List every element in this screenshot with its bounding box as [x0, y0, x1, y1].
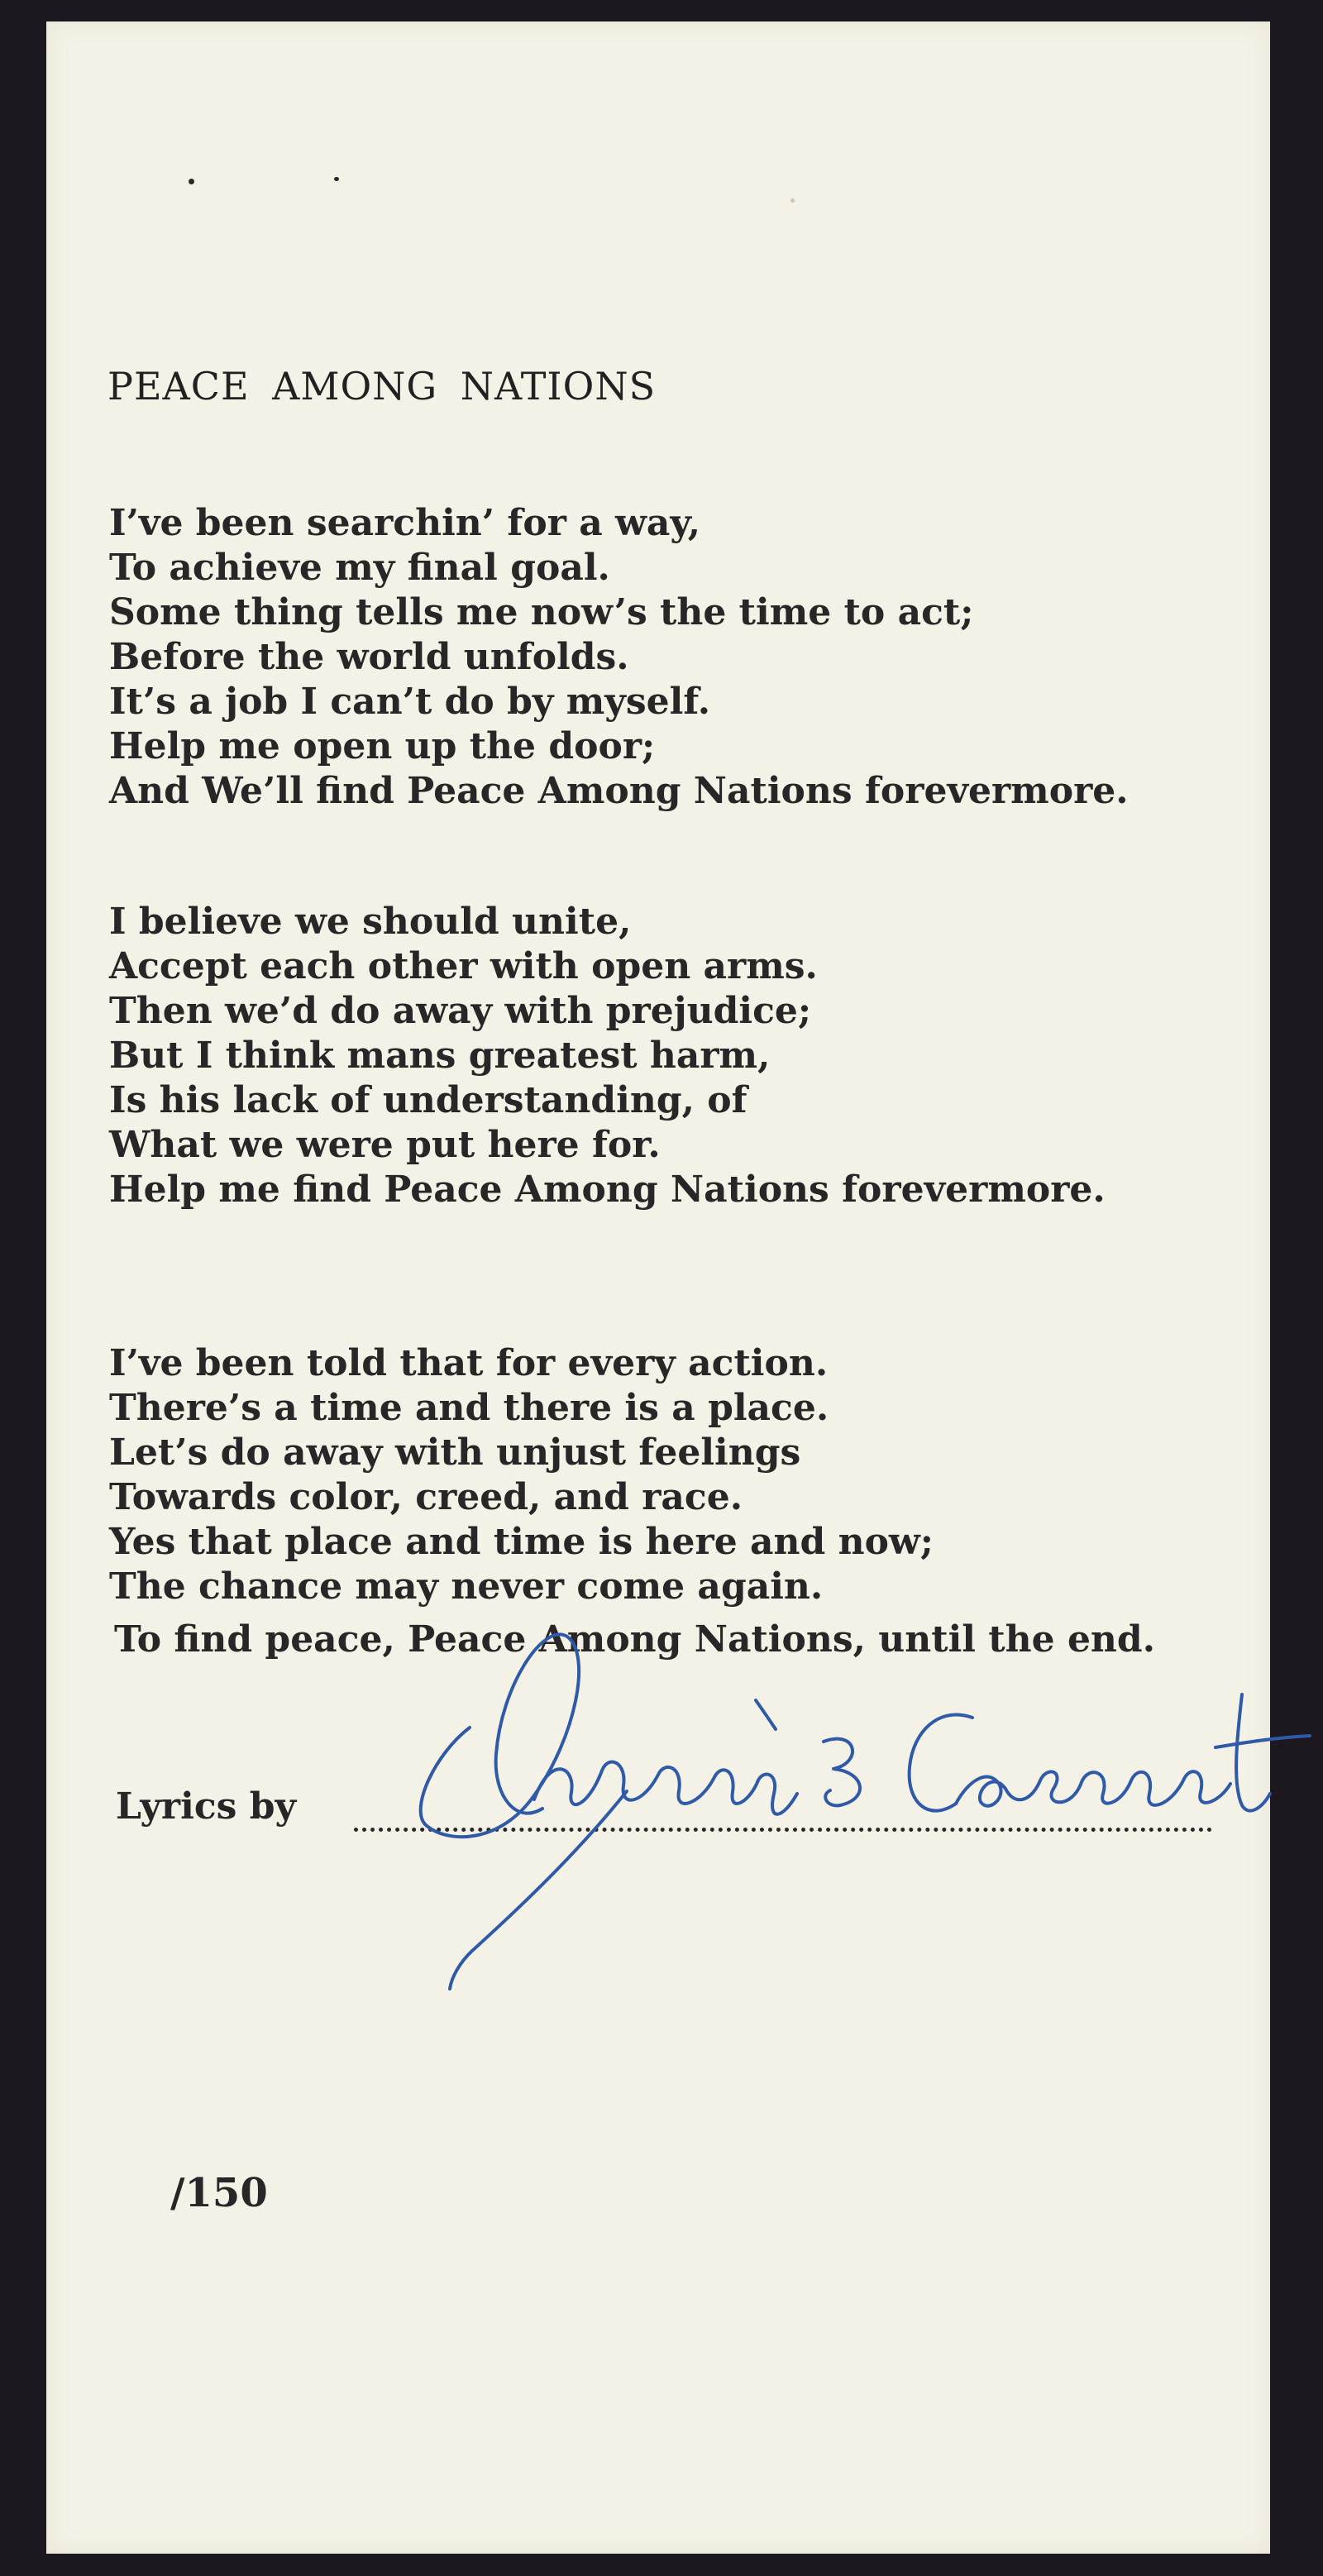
lyric-line: The chance may never come again. — [109, 1565, 824, 1608]
punch-mark — [189, 179, 194, 184]
handwritten-signature — [410, 1597, 1311, 2060]
lyric-line: To find peace, Peace Among Nations, until the end. — [114, 1618, 1156, 1661]
lyric-sheet — [46, 22, 1270, 2554]
lyric-line: Then we’d do away with prejudice; — [109, 990, 812, 1032]
stanza-2 — [109, 900, 1106, 1212]
lyric-line: But I think mans greatest harm, — [109, 1035, 771, 1077]
lyric-line: There’s a time and there is a place. — [109, 1387, 829, 1429]
lyric-line: Towards color, creed, and race. — [109, 1476, 743, 1518]
stanza-1 — [109, 501, 1129, 814]
lyric-line: It’s a job I can’t do by myself. — [109, 681, 711, 723]
lyric-line: Help me find Peace Among Nations forevermore. — [109, 1169, 1106, 1211]
lyric-line: Before the world unfolds. — [109, 636, 629, 678]
lyric-line: I’ve been searchin’ for a way, — [109, 502, 701, 544]
lyric-line: Is his lack of understanding, of — [109, 1079, 747, 1121]
lyrics-credit-label: Lyrics by — [116, 1785, 297, 1828]
lyric-line: Help me open up the door; — [109, 725, 656, 767]
lyric-line: Accept each other with open arms. — [109, 945, 818, 987]
paper-speck — [790, 198, 795, 203]
edition-number: /150 — [170, 2170, 268, 2216]
lyric-line: I believe we should unite, — [109, 901, 632, 943]
lyric-line: And We’ll find Peace Among Nations forevermore. — [109, 770, 1129, 812]
lyric-line: To achieve my final goal. — [109, 547, 610, 589]
lyric-line: Some thing tells me now’s the time to act; — [109, 591, 974, 633]
lyric-line: Yes that place and time is here and now; — [109, 1521, 934, 1563]
punch-mark — [334, 177, 339, 181]
lyric-line: Let’s do away with unjust feelings — [109, 1431, 801, 1474]
lyric-line: What we were put here for. — [109, 1124, 661, 1166]
lyric-line: I’ve been told that for every action. — [109, 1342, 829, 1384]
song-title: PEACE AMONG NATIONS — [107, 364, 657, 409]
